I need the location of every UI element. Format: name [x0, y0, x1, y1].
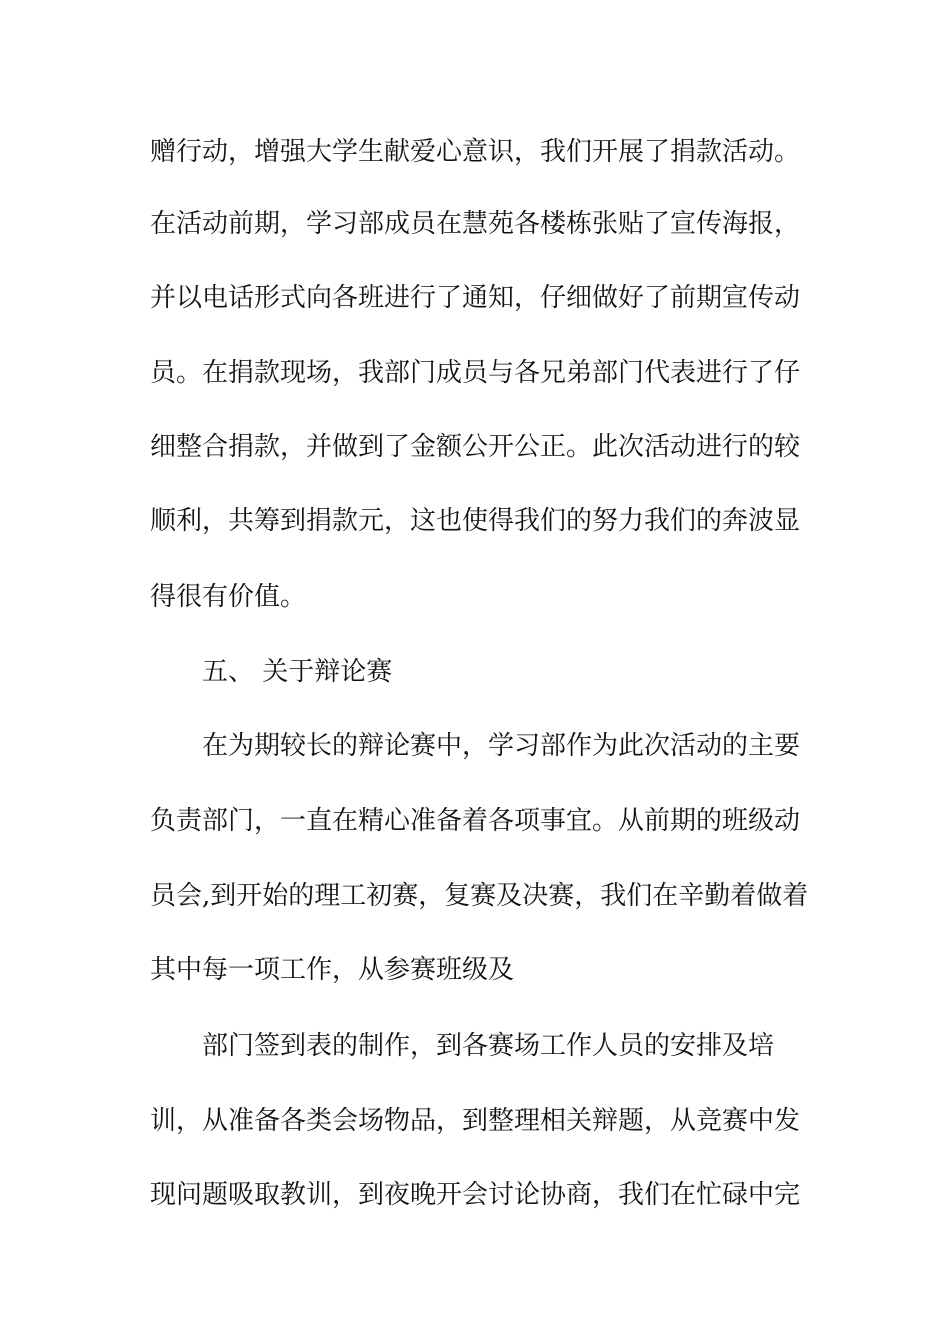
- paragraph-line: 负责部门，一直在精心准备着各项事宜。从前期的班级动: [150, 806, 801, 836]
- paragraph-line: 员会,到开始的理工初赛，复赛及决赛，我们在辛勤着做着: [150, 881, 809, 911]
- paragraph-line: 细整合捐款，并做到了金额公开公正。此次活动进行的较: [150, 432, 801, 462]
- paragraph-line: 员。在捐款现场，我部门成员与各兄弟部门代表进行了仔: [150, 358, 801, 388]
- paragraph-line: 赠行动，增强大学生献爱心意识，我们开展了捐款活动。: [150, 137, 801, 167]
- paragraph-line: 顺利，共筹到捐款元，这也使得我们的努力我们的奔波显: [150, 506, 801, 536]
- section-heading: 五、 关于辩论赛: [202, 657, 393, 687]
- paragraph-line: 并以电话形式向各班进行了通知，仔细做好了前期宣传动: [150, 283, 801, 313]
- paragraph-line: 现问题吸取教训，到夜晚开会讨论协商，我们在忙碌中完: [150, 1180, 801, 1210]
- paragraph-line: 部门签到表的制作，到各赛场工作人员的安排及培: [202, 1031, 775, 1061]
- paragraph-line: 得很有价值。: [150, 582, 307, 612]
- paragraph-line: 训，从准备各类会场物品，到整理相关辩题，从竞赛中发: [150, 1106, 801, 1136]
- paragraph-line: 在活动前期，学习部成员在慧苑各楼栋张贴了宣传海报，: [150, 209, 801, 239]
- paragraph-line: 在为期较长的辩论赛中，学习部作为此次活动的主要: [202, 731, 801, 761]
- paragraph-line: 其中每一项工作，从参赛班级及: [150, 955, 515, 985]
